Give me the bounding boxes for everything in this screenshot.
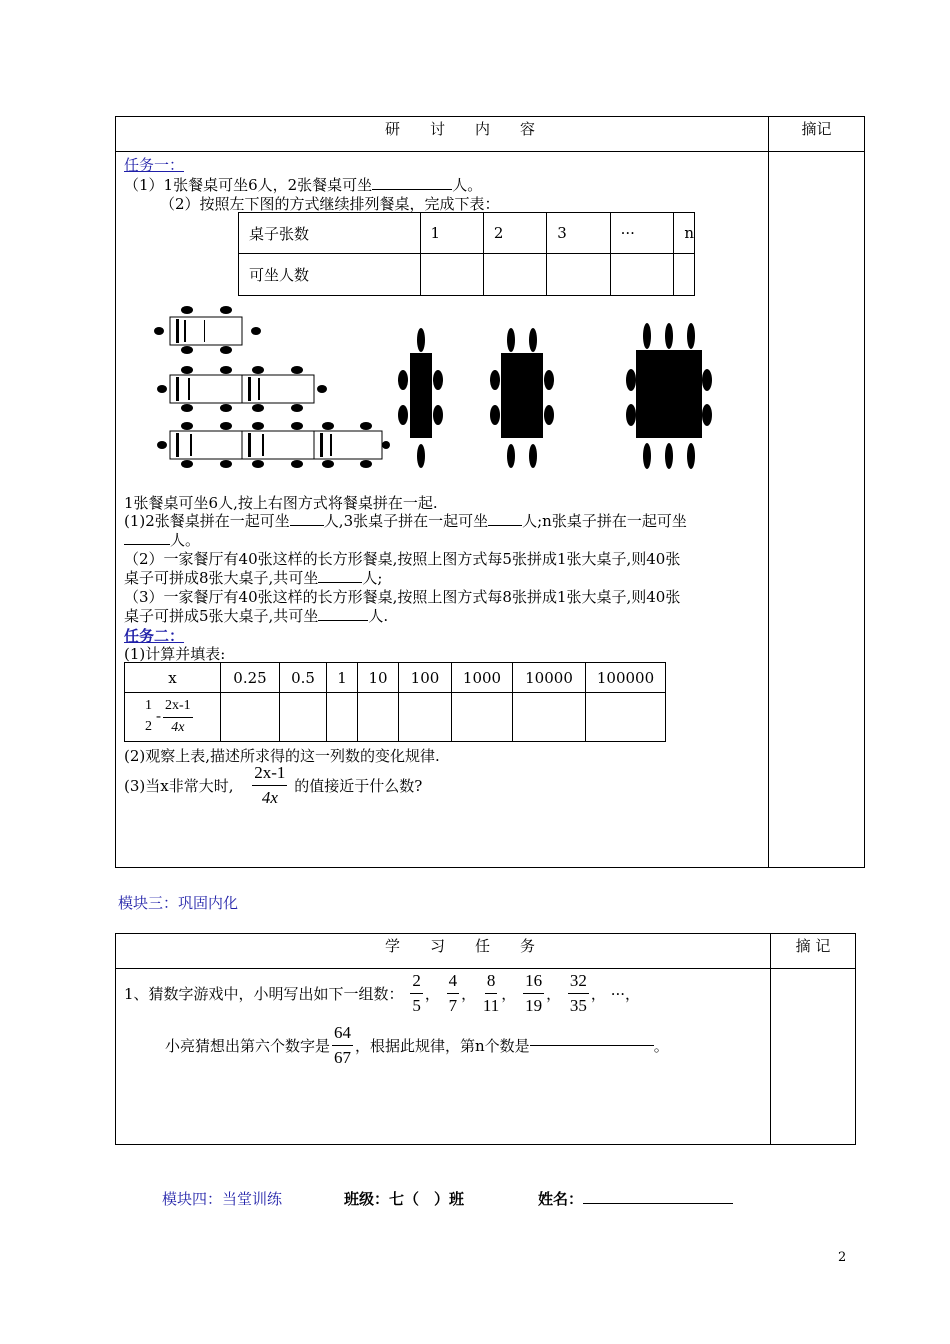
header-divider (115, 151, 865, 152)
seq-frac: $\frac{4}{7}$ (448, 971, 458, 1015)
t2q2: (2)观察上表,描述所求得的这一列数的变化规律. (124, 747, 440, 765)
task1-title: 任务一： (124, 156, 185, 174)
cell-x-val: 100000 (586, 663, 666, 693)
cell-x-val: 0.5 (280, 663, 327, 693)
column-divider (768, 116, 769, 868)
name-blank[interactable] (583, 1202, 733, 1204)
cell-x-val: 10 (358, 663, 399, 693)
discussion-header: 研 讨 内 容 (384, 120, 535, 138)
frac-half: 1 2 (145, 698, 152, 734)
seat-cell[interactable] (483, 254, 546, 296)
sixth-number-question: 小亮猜想出第六个数字是 $\frac{64}{67}$ ，根据此规律，第n个数是 。 (165, 1023, 669, 1067)
p1: 1张餐桌可坐6人,按上右图方式将餐桌拼在一起. (124, 494, 438, 512)
cell-x: x (125, 663, 221, 693)
p3a: （2）一家餐厅有40张这样的长方形餐桌,按照上图方式每5张拼成1张大桌子,则40张 (124, 550, 681, 568)
frac-expr: $\frac{2x-1}{4x}$ (165, 697, 191, 735)
name-label: 姓名： (538, 1188, 733, 1209)
answer-cell[interactable] (280, 693, 327, 742)
cell-x-val: 10000 (513, 663, 586, 693)
answer-cell[interactable] (327, 693, 358, 742)
cell-3: 3 (547, 213, 610, 254)
left-arrangement-figure (150, 300, 390, 470)
right-arrangement-figure (395, 318, 720, 478)
sequence-question: 1、猜数字游戏中，小明写出如下一组数： $\frac{2}{5}$ ， $\frac{4}{7}$ ， $\frac{8}{11}$ ， $\frac{16}{19}$ ， $\frac{32}{35}$ ， ···， (124, 971, 640, 1015)
answer-cell[interactable] (358, 693, 399, 742)
expression-cell: 1 2 - $\frac{2x-1}{4x}$ (125, 693, 221, 742)
cell-x-val: 0.25 (221, 663, 280, 693)
answer-cell[interactable] (586, 693, 666, 742)
frac-expr-q3: $\frac{2x-1}{4x}$ (254, 763, 286, 807)
answer-cell[interactable] (399, 693, 452, 742)
p3b: 桌子可拼成8张大桌子,共可坐 人; (124, 569, 383, 587)
p2-end: 人。 (124, 529, 200, 550)
answer-cell[interactable] (513, 693, 586, 742)
sixth-frac: $\frac{64}{67}$ (334, 1023, 352, 1067)
answer-cell[interactable] (221, 693, 280, 742)
q1b: （2）按照左下图的方式继续排列餐桌，完成下表： (160, 195, 500, 213)
task-notes-header: 摘 记 (795, 937, 831, 955)
p4a: （3）一家餐厅有40张这样的长方形餐桌,按照上图方式每8张拼成1张大桌子,则40张 (124, 588, 681, 606)
task2-title: 任务二： (124, 627, 185, 645)
task-header-divider (115, 968, 856, 969)
cell-1: 1 (420, 213, 483, 254)
seat-cell[interactable] (674, 254, 695, 296)
seat-cell[interactable] (420, 254, 483, 296)
seat-cell[interactable] (547, 254, 610, 296)
cell-2: 2 (483, 213, 546, 254)
p4b: 桌子可拼成5张大桌子,共可坐 人. (124, 607, 389, 625)
class-label: 班级：七（ ）班 (344, 1190, 465, 1208)
answer-cell[interactable] (452, 693, 513, 742)
seat-cell[interactable] (610, 254, 674, 296)
cell-label-tables: 桌子张数 (239, 213, 421, 254)
module4-title: 模块四：当堂训练 (162, 1190, 283, 1208)
cell-ellipsis: ··· (610, 213, 674, 254)
page-number: 2 (838, 1250, 847, 1265)
cell-label-seats: 可坐人数 (239, 254, 421, 296)
seq-frac: $\frac{16}{19}$ (525, 971, 543, 1015)
seq-frac: $\frac{32}{35}$ (569, 971, 587, 1015)
compute-table (124, 662, 666, 742)
cell-x-val: 1000 (452, 663, 513, 693)
seq-frac: $\frac{2}{5}$ (412, 971, 421, 1015)
cell-x-val: 100 (399, 663, 452, 693)
task-column-divider (770, 933, 771, 1145)
p2: (1)2张餐桌拼在一起可坐 人,3张桌子拼在一起可坐 人;n张桌子拼在一起可坐 (124, 512, 687, 530)
tables-seats-table (238, 212, 695, 296)
cell-n: n (674, 213, 695, 254)
module3-title: 模块三：巩固内化 (118, 894, 239, 912)
t2q3: (3)当x非常大时, $\frac{2x-1}{4x}$ 的值接近于什么数? (124, 763, 423, 807)
task-header: 学 习 任 务 (384, 937, 535, 955)
answer-blank[interactable] (530, 1044, 654, 1046)
cell-x-val: 1 (327, 663, 358, 693)
seq-frac: $\frac{8}{11}$ (482, 971, 500, 1015)
t2q1: (1)计算并填表: (124, 645, 226, 663)
notes-header: 摘记 (801, 120, 832, 138)
q1a: （1）1张餐桌可坐6人，2张餐桌可坐 人。 (124, 176, 483, 194)
